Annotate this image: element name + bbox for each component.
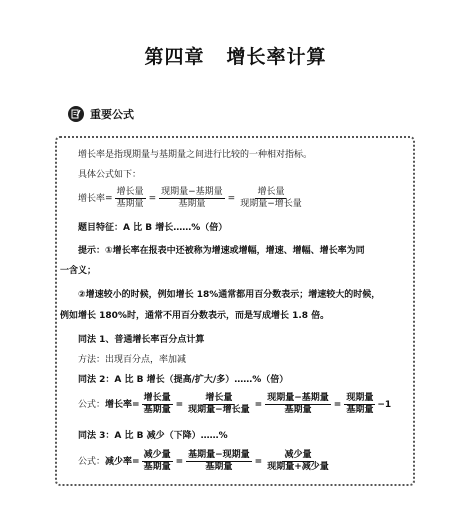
method-description: 方法：出现百分点，率加减 bbox=[78, 355, 187, 365]
formula-growth-rate: 增长率= $\frac{\text{增长量}}{\text{基期量}}$ = $\frac{\text{现期量−基期量}}{\text{基期量}}$ = $\frac{\text{增长量}}{\text{现期量−增长量}}$ bbox=[78, 187, 302, 209]
fraction: $\frac{\text{现期量−基期量}}{\text{基期量}}$ bbox=[267, 393, 329, 415]
fraction: $\frac{\text{增长量}}{\text{现期量−增长量}}$ bbox=[240, 187, 302, 209]
method-title: 同法 2：A 比 B 增长（提高/扩大/多）……%（倍） bbox=[78, 375, 289, 385]
section-heading bbox=[68, 104, 134, 124]
tip-line: 一含义； bbox=[60, 266, 97, 276]
fraction: $\frac{\text{增长量}}{\text{基期量}}$ bbox=[143, 393, 171, 415]
page-title bbox=[0, 42, 471, 69]
section-heading-label: 重要公式 bbox=[90, 108, 134, 121]
tip-line: 提示：①增长率在报表中还被称为增速或增幅，增速、增幅、增长率为同 bbox=[78, 246, 365, 256]
fraction: $\frac{\text{现期量}}{\text{基期量}}$ bbox=[346, 393, 374, 415]
fraction: $\frac{\text{减少量}}{\text{基期量}}$ bbox=[143, 450, 171, 472]
fraction: $\frac{\text{增长量}}{\text{基期量}}$ bbox=[116, 187, 144, 209]
tip-line: 例如增长 180%时，通常不用百分数表示，而是写成增长 1.8 倍。 bbox=[60, 311, 330, 321]
method-title: 同法 3：A 比 B 减少（下降）……% bbox=[78, 431, 228, 441]
definition-text: 增长率是指现期量与基期量之间进行比较的一种相对指标。 bbox=[78, 150, 313, 160]
fraction: $\frac{\text{减少量}}{\text{现期量+减少量}}$ bbox=[267, 450, 329, 472]
fraction: $\frac{\text{现期量−基期量}}{\text{基期量}}$ bbox=[161, 187, 223, 209]
tip-line: ②增速较小的时候，例如增长 18%通常都用百分数表示；增速较大的时候， bbox=[78, 290, 381, 300]
fraction: $\frac{\text{基期量−现期量}}{\text{基期量}}$ bbox=[188, 450, 250, 472]
formula-intro: 具体公式如下： bbox=[78, 170, 142, 180]
formula-decrease-rate: 公式： 减少率= $\frac{\text{减少量}}{\text{基期量}}$ = $\frac{\text{基期量−现期量}}{\text{基期量}}$ = $\frac{\text{减少量}}{\text{现期量+减少量}}$ bbox=[78, 450, 329, 472]
question-feature: 题目特征：A 比 B 增长……%（倍） bbox=[78, 223, 228, 233]
chapter-number: 第四章 bbox=[144, 46, 205, 68]
method-title: 同法 1、普通增长率百分点计算 bbox=[78, 335, 205, 345]
fraction: $\frac{\text{增长量}}{\text{现期量−增长量}}$ bbox=[188, 393, 250, 415]
formula-growth-rate-2: 公式： 增长率= $\frac{\text{增长量}}{\text{基期量}}$ = $\frac{\text{增长量}}{\text{现期量−增长量}}$ = $\frac{\text{现期量−基期量}}{\text{基期量}}$ = $\frac{\text{现期量}}{\text{基期量}}$ −1 bbox=[78, 393, 392, 415]
pencil-note-icon bbox=[68, 106, 84, 122]
chapter-name: 增长率计算 bbox=[226, 46, 327, 68]
